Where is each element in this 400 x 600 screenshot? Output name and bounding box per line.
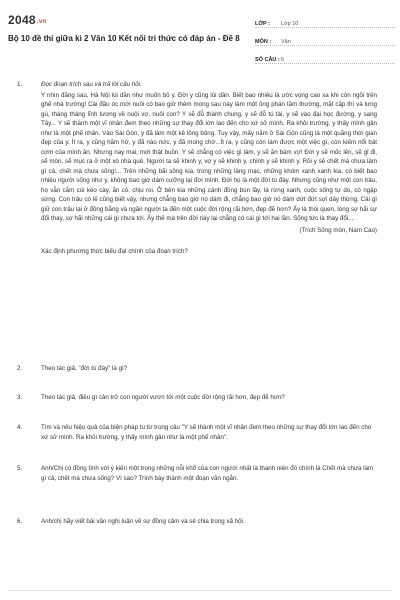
meta-row-class [255,12,395,28]
question-text: Xác định phương thức biểu đạt chính của đoạn trích? [41,248,188,255]
meta-value: 6 [281,57,285,63]
question-3 [17,393,377,403]
question-6 [17,517,377,527]
site-logo[interactable] [8,13,46,27]
meta-value: Văn [281,39,291,45]
meta-row-count [255,48,395,64]
question-number: 5. [17,465,23,472]
question-4 [17,423,377,442]
logo-number: 2048 [8,13,36,27]
meta-row-subject [255,30,395,46]
question-title: Đọc đoạn trích sau và trả lời câu hỏi: [41,81,142,88]
meta-label: LỚP : [255,21,270,27]
passage-source: (Trích Sống mòn, Nam Cao) [299,226,377,234]
question-5 [17,464,377,483]
meta-label: MÔN : [255,39,272,45]
question-number: 1. [17,81,23,88]
question-number: 3. [17,394,23,401]
meta-label: SỐ CÂU : [255,57,280,63]
reading-passage: Y nhìn đăng sau, Hà Nội lúi dần như muốn bỏ y. Đời y cũng lùi dần. Biết bao nhiêu là ước vọng cao xa khi còn ngồi trên ghế nhà trường! Cái đầu óc mới nuôi có bao giờ thèm mong sau này làm một ông phán tầm thường, mặt cặp thì và lưng gù, tháng tháng lĩnh lương về nuôi vợ, nuôi con? Y sẽ đỗ thành chung, y sẽ đỗ tú tài, y sẽ vào đại học đường, y sang Tây... Y sẽ thành một vĩ nhân đem theo những sự thay đổi lớn lao đến cho xứ sở mình. Ra khỏi trường, y thấy mình gần như là một phế nhân. Vào Sài Gòn, y đã làm một kẻ lông bông. Tuy vậy, mấy năm ở Sài Gòn cũng là một quãng thời gian đẹp của y. Ít ra, y cũng hăm hở, y đã nào nức, y đã mong chờ...Ít ra, y cũng còn làm được một việc gì, còn kiếm nổi bát cơm của mình ăn. Nhưng nay mai, mới thật buồn. Y sẽ chẳng có việc gì làm, y sẽ ăn bám vợ! Đời y sẽ mốc lên, sẽ gỉ đi, sẽ mòn, sẽ mục ra ở một xó nhà quê. Người ta sẽ khinh y, vợ y sẽ khinh y, chính y sẽ khinh y. Rồi y sẽ chết mà chưa làm gì cả, chết mà chưa sống!... Trên những bãi sông kia, trong những làng mạc, những khóm xanh xanh kia, có biết bao nhiêu người sống như y, không bao giờ dám cưỡng lại đời mình. Đời họ là một đời tù đày. Nhưng cũng như một con trâu, họ vẫn cắm cúi kéo cày, ăn cỏ, chịu roi. Ở bên kia những cánh đồng bùn lầy, là rừng xanh, cuộc sống tự do, có ngập sừng. Con trâu có lẽ cũng biết vậy, nhưng chẳng bao giờ nó dám đi, chẳng bao giờ nó dám dứt đứt sợi dây thừng. Cái gì giữ con trâu lại ở đồng bằng và ngăn người ta đến một cuộc đời rộng rãi hơn, đẹp đẽ hơn? Ấy là thói quen, lòng sợ hãi sự đổi thay, sợ hãi những cái gì chưa tới. Ấy thế mà trên đời này lại chẳng có cái gì tới hai lần. Sống tức là thay đổi... [41,91,377,222]
document-title: Bộ 10 đề thi giữa kì 2 Văn 10 Kết nối tri thức có đáp án - Đề 8 [8,34,240,43]
question-2 [17,364,377,374]
question-1 [17,80,377,257]
question-number: 6. [17,518,23,525]
question-text: Theo tác giả, điều gì cản trở con người vươn tới một cuộc đời rộng rãi hơn, đẹp đẽ hơn? [41,394,285,401]
question-number: 2. [17,365,23,372]
question-text: Anh/Chị có đồng tình với ý kiến một trong những nỗi khổ của con người nhất là thanh niên đó chính là Chết mà chưa làm gì cả, chết mà chưa sống? Vì sao? Trình bày thành một đoạn văn ngắn. [41,465,374,482]
question-number: 4. [17,424,23,431]
question-text: Tìm và nêu hiệu quả của biện pháp tu từ trong câu "Y sẽ thành một vĩ nhân đem theo những sự thay đổi lớn lao đến cho xứ sở mình. Ra khỏi trường, y thấy mình gần như là một phế nhân". [41,424,372,441]
question-text: Theo tác giả, "đời tù đày" là gì? [41,365,128,372]
question-text: Anh/chị hãy viết bài văn nghị luận về sự đồng cảm và sẻ chia trong xã hội. [41,518,245,525]
footer-divider [8,590,392,591]
meta-value: Lớp 10 [281,21,299,27]
exam-meta [255,12,395,66]
logo-tld: .vn [36,19,47,25]
